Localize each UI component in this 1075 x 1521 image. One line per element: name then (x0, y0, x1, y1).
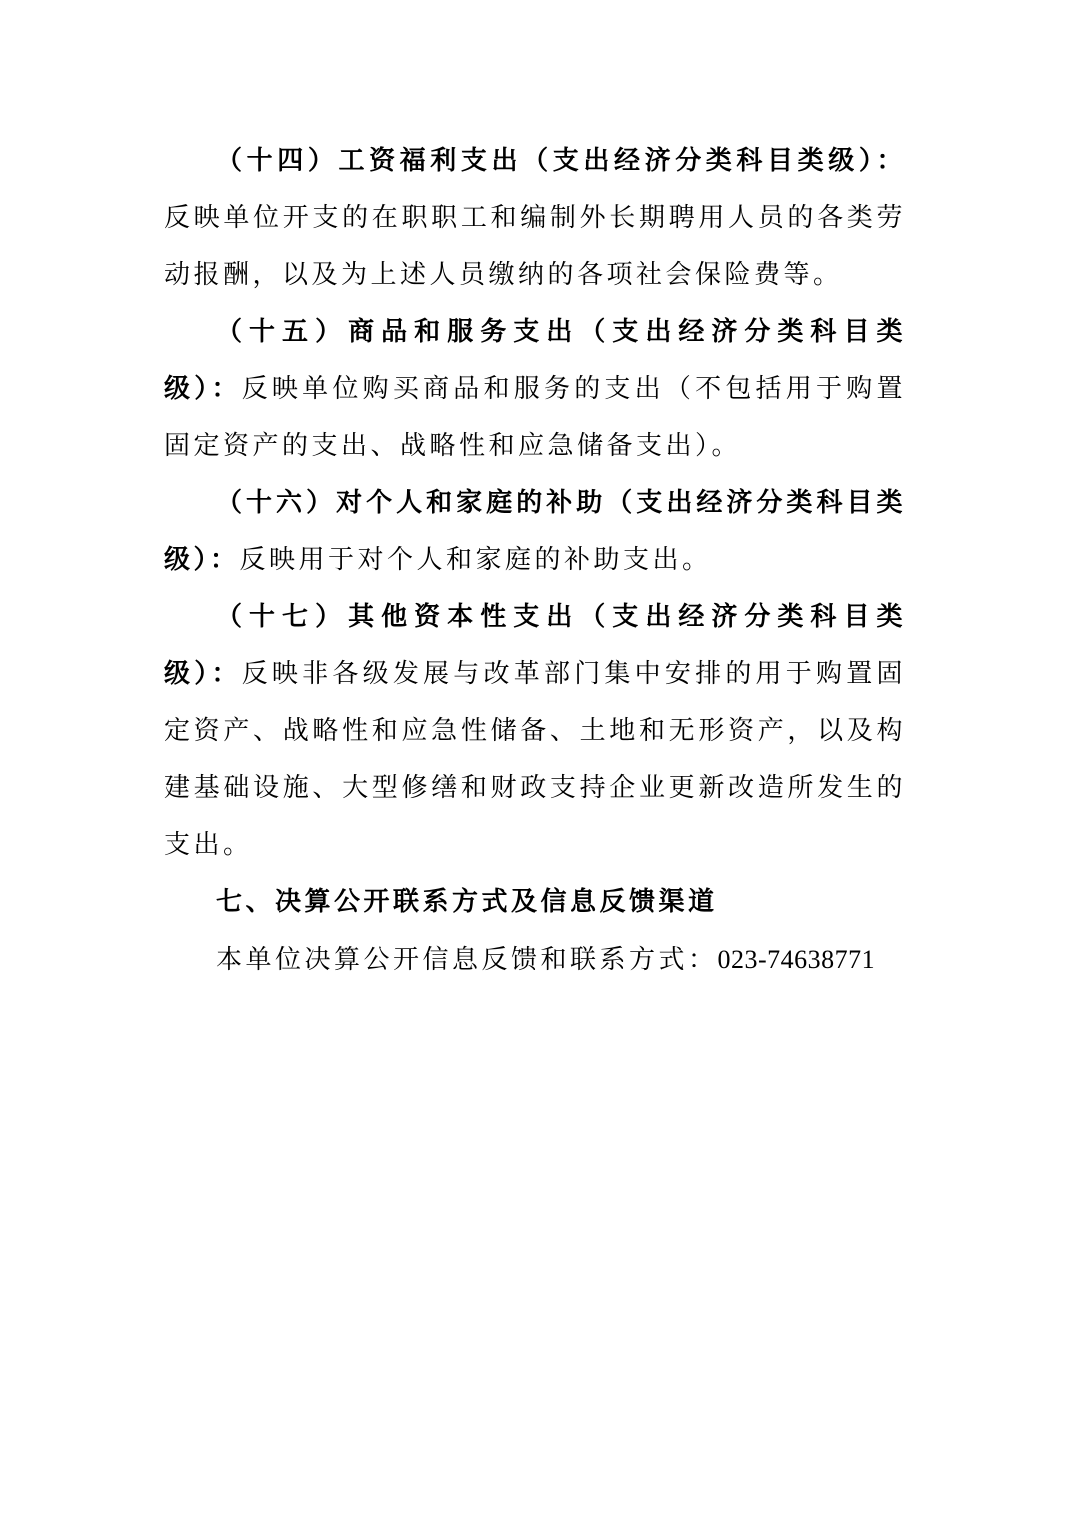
section-wages (164, 133, 906, 304)
section-body: 反映单位购买商品和服务的支出（不包括用于购置固定资产的支出、战略性和应急储备支出）。 (164, 374, 906, 461)
section-goods-services (164, 304, 906, 475)
section-title: （十六）对个人和家庭的补助（支出经济分类科目类级）： (164, 488, 906, 575)
contact-phone: 023-74638771 (717, 945, 876, 974)
section-other-capital (164, 589, 906, 874)
contact-line (164, 931, 906, 989)
section-title: （十四）工资福利支出（支出经济分类科目类级）： (216, 146, 906, 176)
heading-contact-channels: 七、决算公开联系方式及信息反馈渠道 (216, 887, 718, 917)
section-body: 反映单位开支的在职职工和编制外长期聘用人员的各类劳动报酬，以及为上述人员缴纳的各项社会保险费等。 (164, 203, 906, 290)
section-household-subsidy (164, 475, 906, 589)
section-body: 反映非各级发展与改革部门集中安排的用于购置固定资产、战略性和应急性储备、土地和无形资产，以及构建基础设施、大型修缮和财政支持企业更新改造所发生的支出。 (164, 659, 906, 860)
section-body: 反映用于对个人和家庭的补助支出。 (239, 545, 712, 575)
section-title: （十七）其他资本性支出（支出经济分类科目类级）： (164, 602, 906, 689)
document-body (164, 133, 906, 989)
contact-label: 本单位决算公开信息反馈和联系方式： (216, 945, 718, 975)
section-title: （十五）商品和服务支出（支出经济分类科目类级）： (164, 317, 906, 404)
